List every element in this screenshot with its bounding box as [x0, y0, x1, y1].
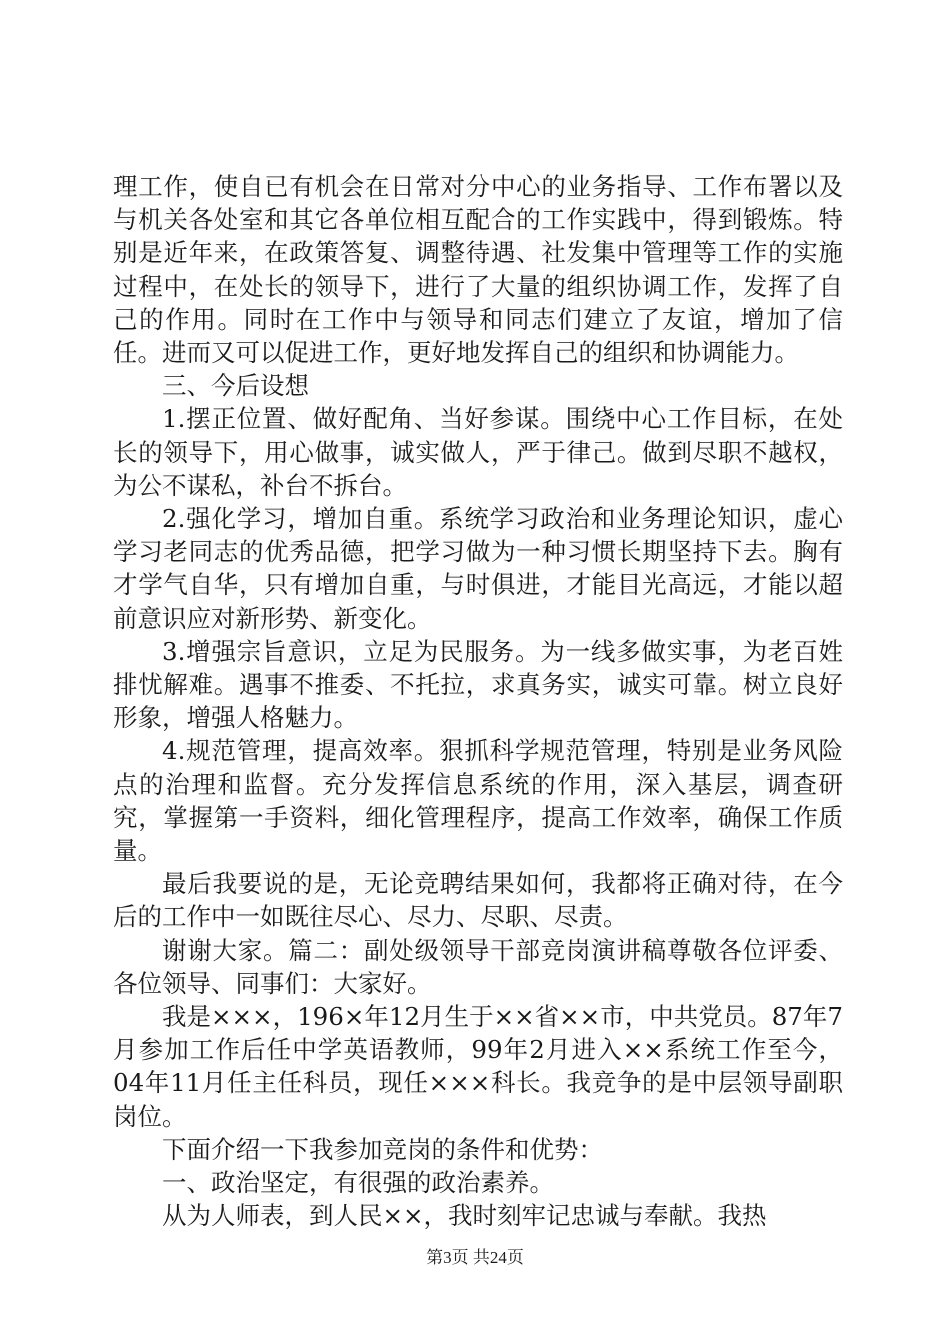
page-number-label: 第3页 共24页 — [426, 1248, 524, 1267]
paragraph-plan-1: 1.摆正位置、做好配角、当好参谋。围绕中心工作目标，在处长的领导下，用心做事，诚实做人，严于律己。做到尽职不越权，为公不谋私，补台不拆台。 — [113, 404, 843, 500]
paragraph-1: 理工作，使自已有机会在日常对分中心的业务指导、工作布署以及与机关各处室和其它各单位相互配合的工作实践中，得到锻炼。特别是近年来，在政策答复、调整待遇、社发集中管理等工作的实施过程中，在处长的领导下，进行了大量的组织协调工作，发挥了自己的作用。同时在工作中与领导和同志们建立了友谊，增加了信任。进而又可以促进工作，更好地发挥自己的组织和协调能力。 — [113, 172, 843, 368]
section-heading-future-plans: 三、今后设想 — [162, 371, 309, 401]
paragraph-conditions-intro: 下面介绍一下我参加竞岗的条件和优势： — [162, 1134, 603, 1164]
paragraph-political: 从为人师表，到人民××，我时刻牢记忠诚与奉献。我热 — [162, 1201, 767, 1231]
document-body — [113, 170, 843, 1233]
page-footer — [0, 1243, 950, 1268]
section-heading-political: 一、政治坚定，有很强的政治素养。 — [162, 1168, 554, 1198]
paragraph-closing: 最后我要说的是，无论竞聘结果如何，我都将正确对待，在今后的工作中一如既往尽心、尽力、尽职、尽责。 — [113, 869, 843, 932]
paragraph-thanks-part-two: 谢谢大家。篇二：副处级领导干部竞岗演讲稿尊敬各位评委、各位领导、同事们：大家好。 — [113, 935, 843, 998]
paragraph-self-intro: 我是×××，196×年12月生于××省××市，中共党员。87年7月参加工作后任中学英语教师，99年2月进入××系统工作至今，04年11月任主任科员，现任×××科长。我竞争的是中层领导副职岗位。 — [113, 1002, 843, 1131]
paragraph-plan-4: 4.规范管理，提高效率。狠抓科学规范管理，特别是业务风险点的治理和监督。充分发挥信息系统的作用，深入基层，调查研究，掌握第一手资料，细化管理程序，提高工作效率，确保工作质量。 — [113, 736, 843, 866]
paragraph-plan-3: 3.增强宗旨意识，立足为民服务。为一线多做实事，为老百姓排忧解难。遇事不推委、不托拉，求真务实，诚实可靠。树立良好形象，增强人格魅力。 — [113, 636, 843, 733]
paragraph-plan-2: 2.强化学习，增加自重。系统学习政治和业务理论知识，虚心学习老同志的优秀品德，把学习做为一种习惯长期坚持下去。胸有才学气自华，只有增加自重，与时俱进，才能目光高远，才能以超前意识应对新形势、新变化。 — [113, 504, 843, 633]
